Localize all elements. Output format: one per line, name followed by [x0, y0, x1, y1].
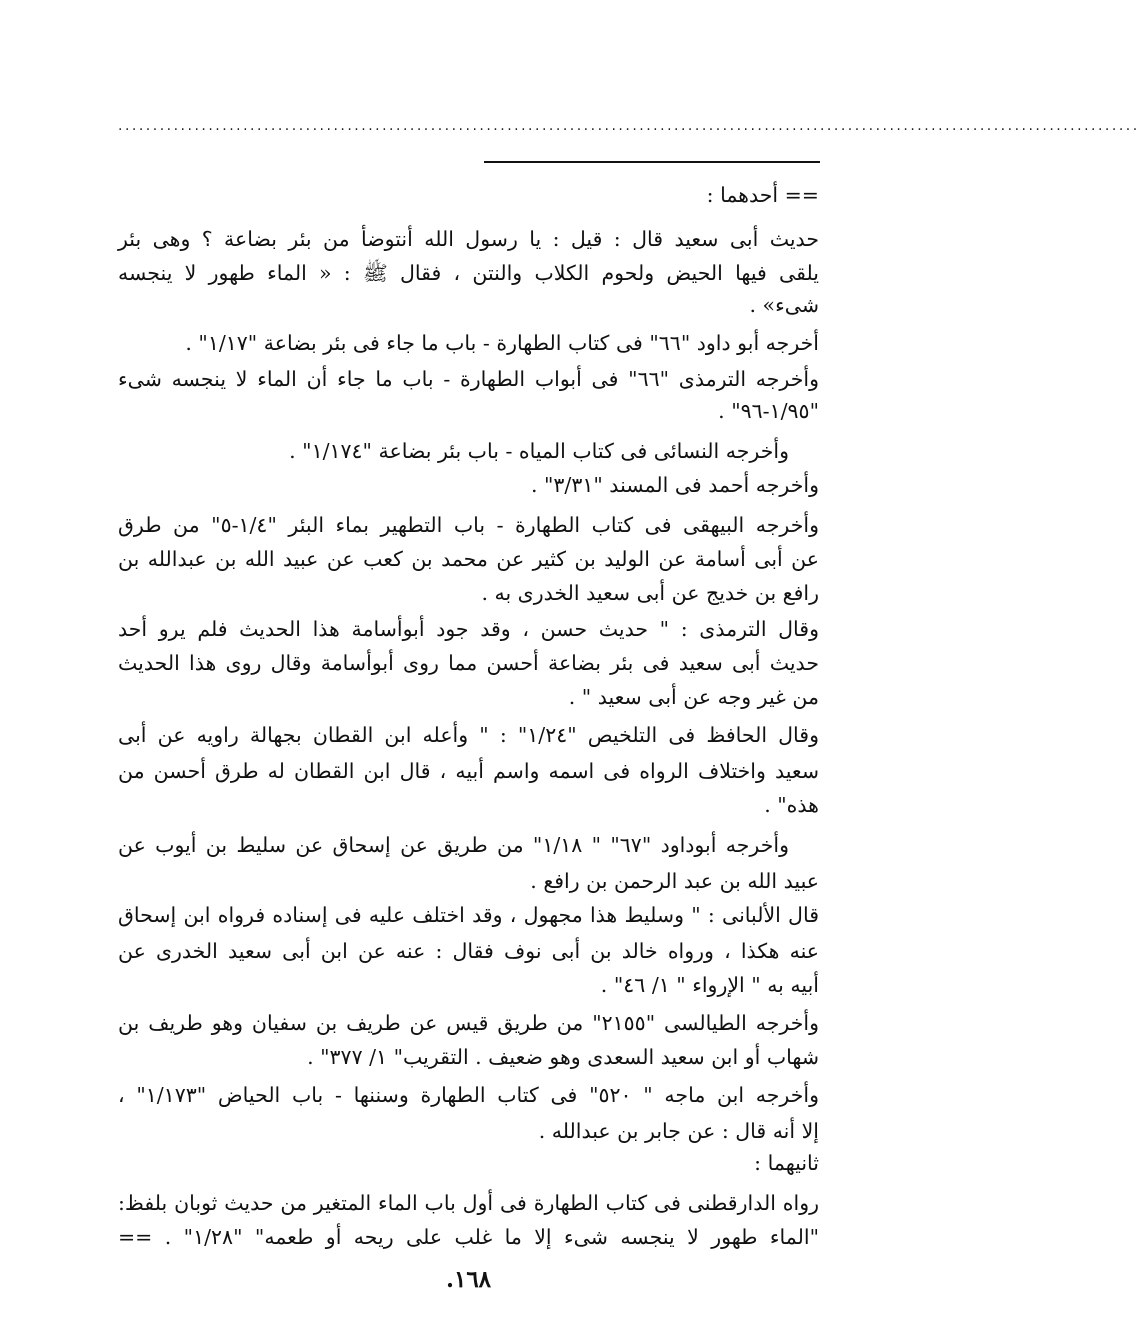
footnote-line: وأخرجه الترمذى "٦٦" فى أبواب الطهارة - باب ما جاء أن الماء لا ينجسه شىء — [118, 367, 819, 391]
footnote-line: وأخرجه البيهقى فى كتاب الطهارة - باب التطهير بماء البئر "١/٤-٥" من طرق — [118, 513, 819, 537]
footnote-line: وأخرجه النسائى فى كتاب المياه - باب بئر بضاعة "١/١٧٤" . — [289, 439, 789, 463]
footnote-line: أبيه به " الإرواء " ١/ ٤٦" . — [600, 973, 819, 997]
footnote-line: ثانيهما : — [754, 1151, 819, 1175]
footnote-line: وأخرجه أحمد فى المسند "٣/٣١" . — [530, 473, 819, 497]
footnote-line: قال الألبانى : " وسليط هذا مجهول ، وقد اختلف عليه فى إسناده فرواه ابن إسحاق — [118, 903, 819, 927]
footnote-line: رافع بن خديج عن أبى سعيد الخدرى به . — [481, 581, 819, 605]
footnote-line: "الماء طهور لا ينجسه شىء إلا ما غلب على ريحه أو طعمه" "١/٢٨" . == — [118, 1225, 819, 1249]
footnote-line: عبيد الله بن عبد الرحمن بن رافع . — [530, 869, 819, 893]
footnote-line: وقال الحافظ فى التلخيص "١/٢٤" : " وأعله ابن القطان بجهالة راويه عن أبى — [118, 723, 819, 747]
footnote-line: عن أبى أسامة عن الوليد بن كثير عن محمد بن كعب عن عبيد الله بن عبدالله بن — [118, 547, 819, 571]
footnote-line: هذه" . — [764, 793, 819, 817]
footnote-line: حديث أبى سعيد فى بئر بضاعة أحسن مما روى أبوأسامة وقال روى هذا الحديث — [118, 651, 819, 675]
footnote-line: يلقى فيها الحيض ولحوم الكلاب والنتن ، فقال ﷺ : « الماء طهور لا ينجسه — [118, 261, 819, 285]
footnote-line: وقال الترمذى : " حديث حسن ، وقد جود أبوأسامة هذا الحديث فلم يرو أحد — [118, 617, 819, 641]
footnote-line: رواه الدارقطنى فى كتاب الطهارة فى أول باب الماء المتغير من حديث ثوبان بلفظ: — [118, 1191, 819, 1215]
footnote-line: وأخرجه الطيالسى "٢١٥٥" من طريق قيس عن طريف بن سفيان وهو طريف بن — [118, 1011, 820, 1035]
footnote-line: وأخرجه أبوداود "٦٧" " ١/١٨" من طريق عن إسحاق عن سليط بن أيوب عن — [118, 833, 789, 857]
page-number: ١٦٨. — [445, 1266, 492, 1293]
footnote-line: == أحدهما : — [706, 183, 819, 207]
footnote-line: حديث أبى سعيد قال : قيل : يا رسول الله أنتوضأ من بئر بضاعة ؟ وهى بئر — [118, 227, 819, 251]
footnote-line: إلا أنه قال : عن جابر بن عبدالله . — [538, 1119, 819, 1143]
footnote-line: شىء» . — [749, 293, 819, 317]
footnote-line: شهاب أو ابن سعيد السعدى وهو ضعيف . التقريب" ١/ ٣٧٧" . — [307, 1045, 819, 1069]
footnote-line: أخرجه أبو داود "٦٦" فى كتاب الطهارة - باب ما جاء فى بئر بضاعة "١/١٧" . — [185, 331, 819, 355]
dotted-separator: ................................................................................................................................................... — [118, 118, 1140, 134]
footnote-line: عنه هكذا ، ورواه خالد بن أبى نوف فقال : عنه عن ابن أبى سعيد الخدرى عن — [118, 939, 819, 963]
footnote-line: سعيد واختلاف الرواه فى اسمه واسم أبيه ، قال ابن القطان له طرق أحسن من — [118, 759, 820, 783]
footnote-line: من غير وجه عن أبى سعيد " . — [568, 685, 819, 709]
footnote-line: "١/٩٥-٩٦" . — [718, 399, 819, 423]
footnote-line: وأخرجه ابن ماجه " ٥٢٠" فى كتاب الطهارة وسننها - باب الحياض "١/١٧٣" ، — [118, 1083, 820, 1107]
footnote-rule — [484, 161, 820, 163]
